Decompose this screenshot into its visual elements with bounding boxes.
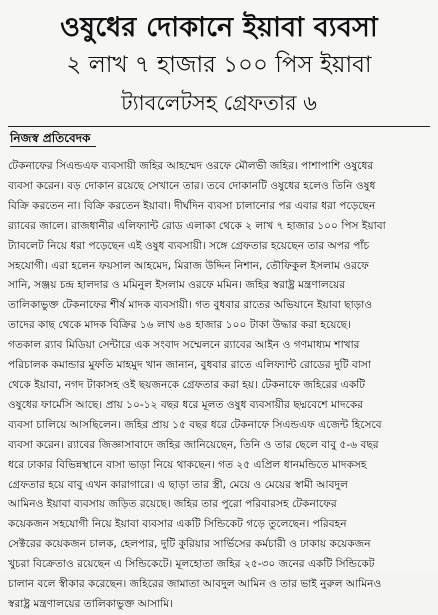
headline-line-3: ট্যাবলেটসহ গ্রেফতার ৬ — [121, 91, 317, 115]
body-line: সহযোগী। এরা হলেন ফয়সাল আহমেদ, মিরাজ উদ্দিন নিশান, তৌফিকুল ইসলাম ওরফে — [8, 259, 369, 272]
body-line: কয়েকজন সহযোগী নিয়ে ইয়াবা ব্যবসার একটি সিন্ডিকেট গড়ে তুলেছেন। পরিবহন — [8, 518, 347, 531]
body-line: ব্যবসা করেন। বড় দোকান রয়েছে সেখানে তার। তবে দোকানটি ওষুধের হলেও তিনি ওষুধ — [8, 179, 376, 192]
body-line: খুচরা বিক্রেতাও রয়েছেন এ সিন্ডিকেটে। মূলহোতা জহির ২৫-৩০ জনের একটি সিন্ডিকেট — [8, 558, 375, 571]
body-line: ব্যবসা করেন। র‌্যাবের জিজ্ঞাসাবাদে জহির জানিয়েছেন, তিনি ও তার ছেলে বাবু ৫-৬ বছর — [8, 438, 379, 451]
body-line: র‌্যাবের জালে। রাজধানীর এলিফ্যান্ট রোড এলাকা থেকে ২ লাখ ৭ হাজার ১০০ পিস ইয়াবা — [8, 219, 386, 232]
article-body — [8, 157, 430, 615]
body-line: গতকাল র‌্যাব মিডিয়া সেন্টারে এক সংবাদ সম্মেলনে র‌্যাবের আইন ও গণমাধ্যম শাখার — [8, 339, 360, 352]
body-line: পরিচালক কমান্ডার মুফতি মাহমুদ খান জানান, বুধবার রাতে এলিফ্যান্ট রোডের দুটি বাসা — [8, 359, 371, 372]
body-line: আমিনও ইয়াবা ব্যবসায় জড়িত রয়েছে। জহির তার পুরো পরিবারসহ টেকনাফের — [8, 498, 337, 511]
body-line: বিক্রি করতেন না। বিক্রি করতেন ইয়াবা। দীর্ঘদিন ব্যবসা চালানোর পর এবার ধরা পড়েছেন — [8, 199, 376, 212]
body-line: তাদের কাছ থেকে মাদক বিক্রির ১৬ লাখ ৬৪ হাজার ১০০ টাকা উদ্ধার করা হয়েছে। — [8, 319, 351, 332]
headline-divider — [8, 126, 430, 127]
headline-line-1: ওষুধের দোকানে ইয়াবা ব্যবসা — [60, 12, 378, 43]
body-line: টেকনাফের সিএন্ডএফ ব্যবসায়ী জহির আহম্মেদ ওরফে মৌলভী জহির। পাশাপাশি ওষুধের — [8, 160, 374, 172]
body-line: সানি, সঞ্জয় চন্দ্র হালদার ও মমিনুল ইসলাম ওরফে মমিন। জহির স্বরাষ্ট্র মন্ত্রণালয়ের — [8, 279, 346, 292]
body-line: গ্রেফতার হয়ে বাবু এখন কারাগারে। এ ছাড়া তার স্ত্রী, মেয়ে ও মেয়ের স্বামী আবদুল — [8, 478, 348, 491]
body-line: সেক্টরের কয়েকজন চালক, হেলপার, দুটি কুরিয়ার সার্ভিসের কর্মচারী ও ঢাকায় কয়েকজন — [8, 538, 371, 551]
body-line: ওষুধের ফার্মেসি আছে। প্রায় ১০-১২ বছর ধরে মূলত ওষুধ ব্যবসায়ীর ছদ্মবেশে মাদকের — [8, 398, 364, 411]
body-line: ধরে ঢাকার বিভিন্নস্থানে বাসা ভাড়া নিয়ে থাকছেন। গত ২৫ এপ্রিল ধানমন্ডিতে মাদকসহ — [8, 458, 367, 471]
byline: নিজস্ব প্রতিবেদক — [10, 130, 96, 147]
body-line: স্বরাষ্ট্র মন্ত্রণালয়ের তালিকাভুক্ত আসামি। — [8, 597, 173, 610]
headline-line-2: ২ লাখ ৭ হাজার ১০০ পিস ইয়াবা — [66, 52, 372, 78]
body-line: চালান বলে স্বীকার করেছেন। জহিরের জামাতা আবদুল আমিন ও তার ভাই নুরুল আমিনও — [8, 578, 382, 591]
body-line: তালিকাভুক্ত টেকনাফের শীর্ষ মাদক ব্যবসায়ী। গত বুধবার রাতের অভিযানে ইয়াবা ছাড়াও — [8, 299, 373, 312]
body-line: থেকে ইয়াবা, নগদ টাকাসহ ওই ছয়জনকে গ্রেফতার করা হয়। টেকনাফে জহিরের একটি — [8, 378, 366, 391]
body-line: ব্যবসা চালিয়ে আসছিলেন। জহির প্রায় ১৫ বছর ধরে টেকনাফে সিএন্ডএফ এজেন্ট হিসেবে — [8, 418, 382, 431]
body-line: ট্যাবলেট নিয়ে ধরা পড়েছেন এই ওষুধ ব্যবসায়ী। সঙ্গে গ্রেফতার হয়েছেন তার অপর পাঁচ — [8, 239, 370, 252]
